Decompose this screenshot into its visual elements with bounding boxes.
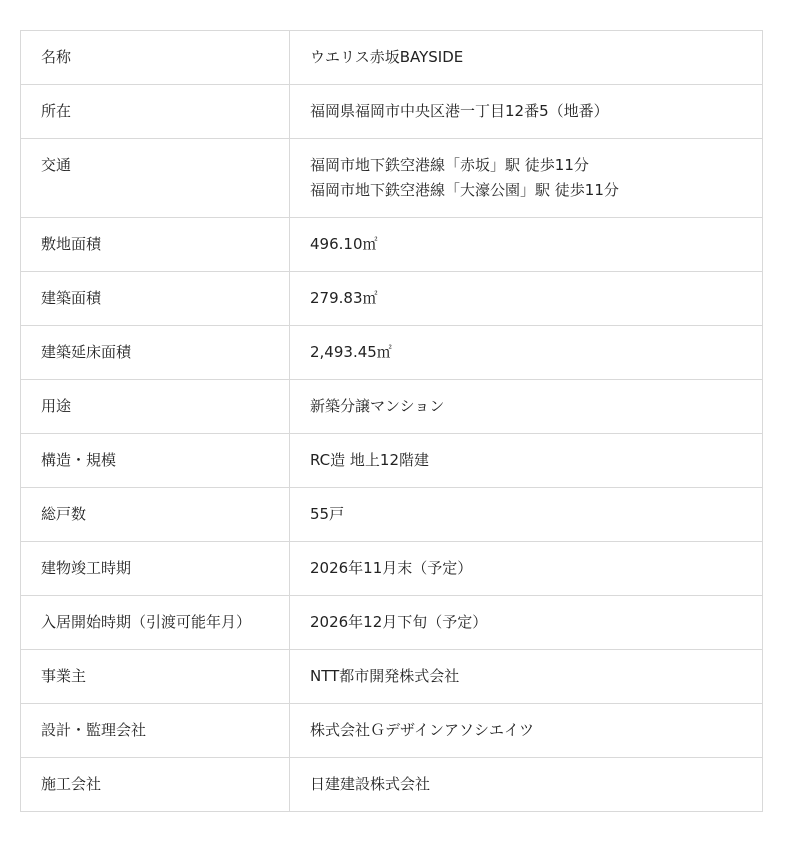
spec-row-total-units: [21, 488, 763, 542]
spec-row-contractor: [21, 758, 763, 812]
spec-value-line: 福岡市地下鉄空港線「大濠公園」駅 徒歩11分: [310, 181, 619, 199]
spec-value-line: 2026年11月末（予定）: [310, 559, 473, 577]
spec-value: [290, 704, 763, 758]
spec-label: 所在: [21, 85, 290, 139]
spec-value: [290, 596, 763, 650]
spec-value: [290, 139, 763, 218]
spec-label: 建物竣工時期: [21, 542, 290, 596]
spec-row-site-area: [21, 218, 763, 272]
spec-label: 建築延床面積: [21, 326, 290, 380]
spec-value: [290, 542, 763, 596]
spec-label: 総戸数: [21, 488, 290, 542]
spec-label: 事業主: [21, 650, 290, 704]
spec-label: 入居開始時期（引渡可能年月）: [21, 596, 290, 650]
spec-value-line: ウエリス赤坂BAYSIDE: [310, 48, 464, 66]
spec-value: [290, 272, 763, 326]
spec-label: 用途: [21, 380, 290, 434]
spec-row-building-area: [21, 272, 763, 326]
spec-value-line: NTT都市開発株式会社: [310, 667, 460, 685]
spec-label: 名称: [21, 31, 290, 85]
spec-value-line: 496.10㎡: [310, 235, 378, 253]
spec-row-developer: [21, 650, 763, 704]
spec-row-usage: [21, 380, 763, 434]
spec-row-designer: [21, 704, 763, 758]
spec-label: 敷地面積: [21, 218, 290, 272]
spec-value: [290, 434, 763, 488]
spec-value-line: 福岡市地下鉄空港線「赤坂」駅 徒歩11分: [310, 156, 589, 174]
spec-row-floor-area: [21, 326, 763, 380]
spec-row-structure: [21, 434, 763, 488]
spec-value-line: 2,493.45㎡: [310, 343, 392, 361]
spec-label: 施工会社: [21, 758, 290, 812]
spec-label: 交通: [21, 139, 290, 218]
spec-value: [290, 758, 763, 812]
spec-row-location: [21, 85, 763, 139]
spec-row-completion: [21, 542, 763, 596]
spec-value-line: 55戸: [310, 505, 345, 523]
spec-value: [290, 85, 763, 139]
spec-label: 設計・監理会社: [21, 704, 290, 758]
spec-value: [290, 218, 763, 272]
spec-label: 建築面積: [21, 272, 290, 326]
spec-value-line: RC造 地上12階建: [310, 451, 430, 469]
spec-value-line: 新築分譲マンション: [310, 397, 445, 415]
spec-value-line: 福岡県福岡市中央区港一丁目12番5（地番）: [310, 102, 609, 120]
spec-label: 構造・規模: [21, 434, 290, 488]
spec-value: [290, 326, 763, 380]
spec-value-line: 日建建設株式会社: [310, 775, 431, 793]
spec-value: [290, 380, 763, 434]
spec-value: [290, 650, 763, 704]
spec-value: [290, 488, 763, 542]
spec-value-line: 2026年12月下旬（予定）: [310, 613, 488, 631]
spec-value-line: 株式会社Ｇデザインアソシエイツ: [310, 721, 534, 739]
spec-row-name: [21, 31, 763, 85]
property-spec-table: [20, 30, 763, 812]
spec-row-move-in: [21, 596, 763, 650]
spec-row-access: [21, 139, 763, 218]
spec-value-line: 279.83㎡: [310, 289, 378, 307]
spec-value: [290, 31, 763, 85]
